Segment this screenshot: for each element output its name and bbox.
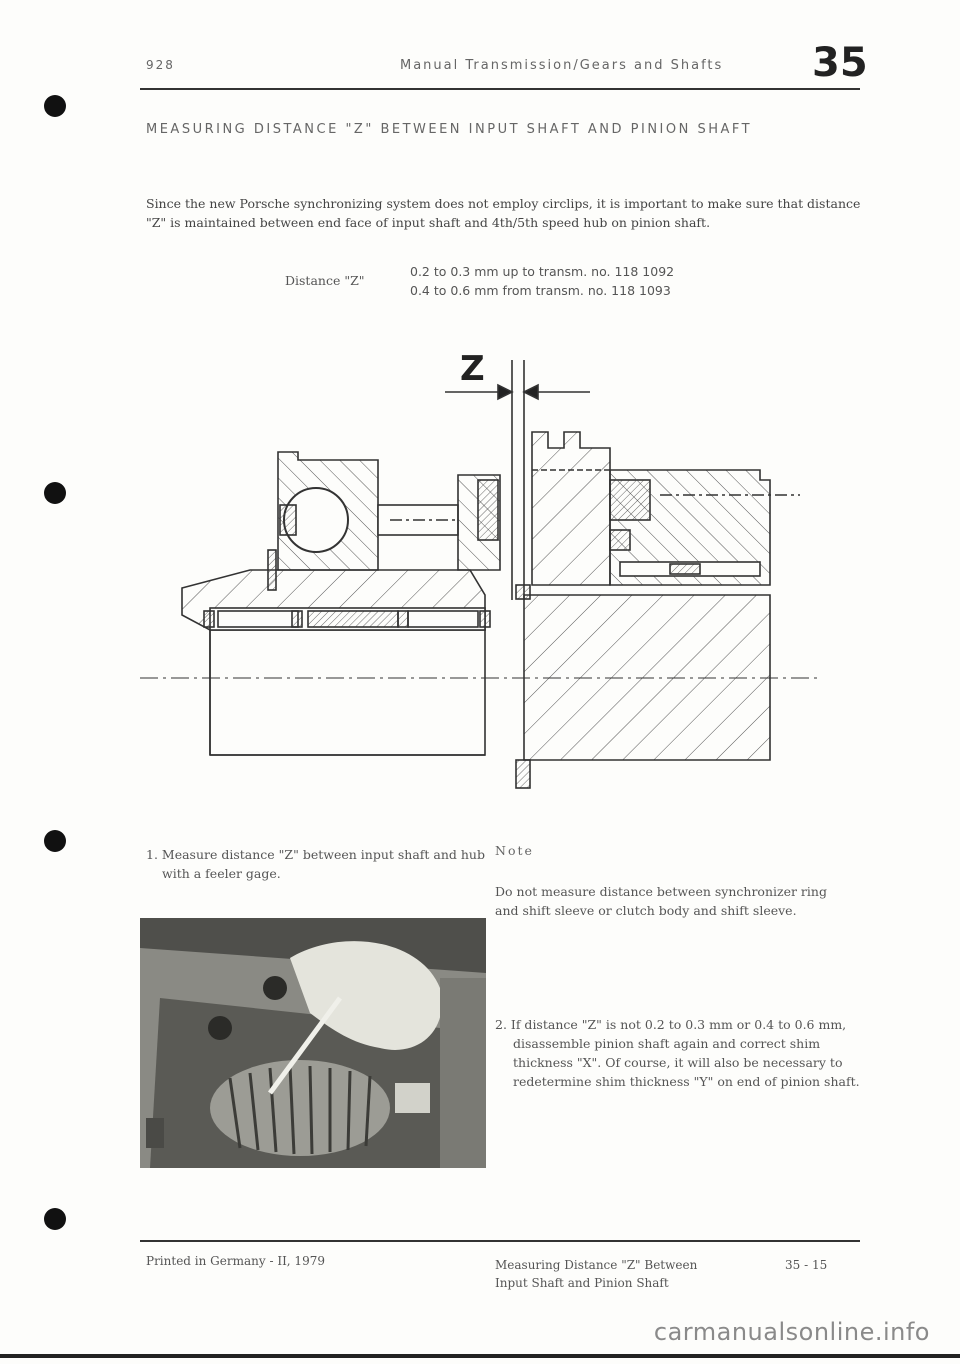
footer-caption-2: Input Shaft and Pinion Shaft [495,1276,669,1290]
footer-rule [140,1240,860,1242]
header-rule [140,88,860,90]
punch-hole [44,1208,66,1230]
cross-section-diagram [140,340,830,790]
note-heading: Note [495,843,534,858]
feeler-gage-photo [140,918,486,1168]
intro-paragraph: Since the new Porsche synchronizing system does not employ circlips, it is important to make sure that distance "Z" is maintained between end face of input shaft and 4th/5th speed hub on pinion shaft. [146,196,861,230]
distance-label: Distance "Z" [285,273,365,288]
header-title: Manual Transmission/Gears and Shafts [400,58,724,73]
distance-spec-2: 0.4 to 0.6 mm from transm. no. 118 1093 [410,283,671,298]
note-text: Do not measure distance between synchronizer ring and shift sleeve or clutch body and shift sleeve. [495,884,827,918]
z-label: Z [460,349,485,389]
watermark: carmanualsonline.info [653,1318,930,1346]
bottom-bar [0,1354,960,1358]
section-number: 35 [812,40,868,86]
punch-hole [44,482,66,504]
printed-note: Printed in Germany - II, 1979 [146,1254,325,1268]
punch-hole [44,95,66,117]
step-1: 1. Measure distance "Z" between input shaft and hub with a feeler gage. [146,847,485,881]
punch-hole [44,830,66,852]
page-number: 35 - 15 [785,1258,828,1272]
footer-caption-1: Measuring Distance "Z" Between [495,1258,698,1272]
section-title: MEASURING DISTANCE "Z" BETWEEN INPUT SHAFT AND PINION SHAFT [146,122,753,137]
step-2: 2. If distance "Z" is not 0.2 to 0.3 mm or 0.4 to 0.6 mm, disassemble pinion shaft again and correct shim thickness "X". Of course, it will also be necessary to redetermine shim thickness "Y" on end of pinion shaft. [495,1017,860,1089]
header-model: 928 [146,58,175,72]
distance-spec-1: 0.2 to 0.3 mm up to transm. no. 118 1092 [410,264,675,279]
